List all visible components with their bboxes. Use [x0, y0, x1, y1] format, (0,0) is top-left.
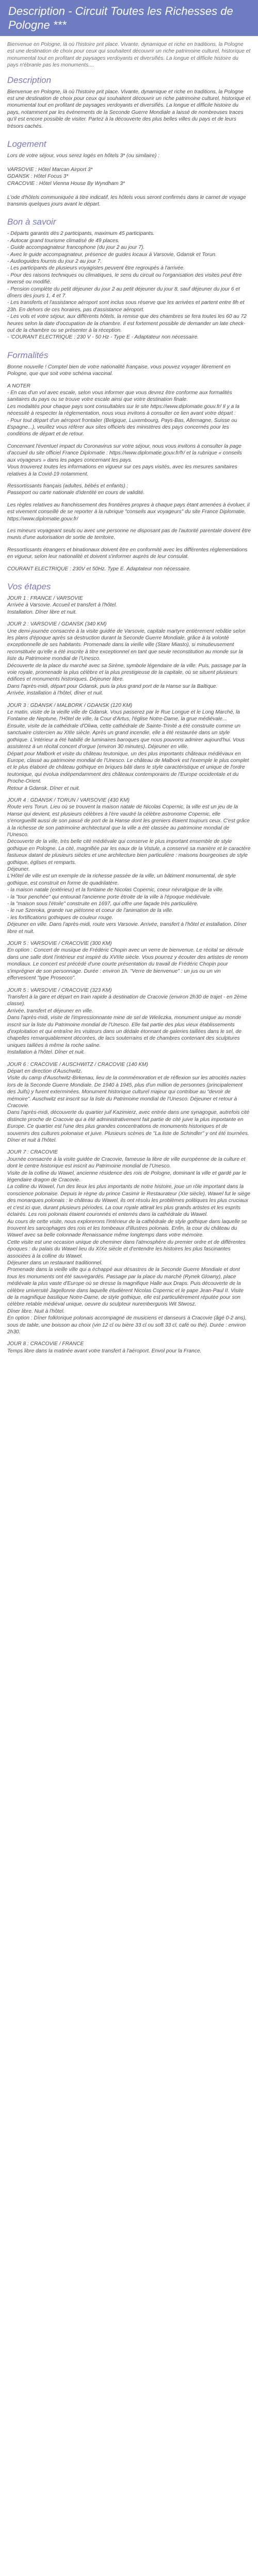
- formalites-p7: Ressortissants étrangers et binationaux doivent être en conformité avec les différentes réglementations en vigueur, selon leur nationalité et doivent s'informer auprès de leur consulat.: [7, 547, 248, 560]
- intro-text: Bienvenue en Pologne, là où l'histoire prit place. Vivante, dynamique et riche en traditions, la Pologne est une destination de choix pour ceux qui souhaitent découvrir un riche patrimoine culturel, historique et monumental tout en profitant de paysages verdoyants et diversifiés. La longue et difficile histoire du pays n'ébranle pas les monuments....: [7, 42, 251, 69]
- section-title-formalites: Formalités: [7, 350, 49, 360]
- etape-jour-3: JOUR 3 : GDANSK / MALBORK / GDANSK (120 KM) Le matin, visite de la vieille ville de Gdansk. Vous passerez par le Rue Longue et le Long Marché, la Fontaine de Neptune, l'Hôtel de ville, la Cour d'Artus, l'église Notre-Dame, la grue médiévale... Ensuite, visite de la cathédrale d'Oliwa, cette cathédrale de Sainte-Trinité a été construite comme un sanctuaire cistercien au XIIIe siècle. Après un grand incendie, elle a été restaurée dans un style gothique. L'intérieur a été habillé de luminaires baroques que nous pouvons admirer aujourd'hui. Vous assisterez à un récital concert d'orgue (environ 30 minutes). Déjeuner en ville. Départ pour Malbork et visite du château teutonique, un des plus importants châteaux médiévaux en Europe, classé au patrimoine mondial de l'Unesco. Le château de Malbork est l'exemple le plus complet et le plus élaboré de château gothique en briques bâti dans le style caractéristique et unique de l'ordre teutonique, qui évolua indépendamment des châteaux contemporains de l'Europe occidentale et du Proche-Orient. Retour à Gdansk. Dîner et nuit.: [7, 702, 249, 791]
- etape-jour-6: JOUR 6 : CRACOVIE / AUSCHWITZ / CRACOVIE (140 KM) Départ en direction d'Auschwitz. Visite du camp d'Auschwitz-Birkenau, lieu de la commémoration et de réflexion sur les atrocités nazies lors de la Seconde Guerre Mondiale. De 1940 à 1945, plus d'un million de personnes (principalement des Juifs) y furent exterminées. Monument historique culturel majeur qui contribue au "devoir de mémoire". Auschwitz est inscrit sur la liste du Patrimoine mondial de l'Unesco. Déjeuner et retour à Cracovie. Dans l'après-midi, découverte du quartier juif Kazimierz, avec entrée dans une synagogue, autrefois cité distincte proche de Cracovie qui a été administrativement fait partie de cité juive la plus importante en Europe. Ce quartier est l'une des plus grandes concentrations de monuments historiques et de souvenirs des cultures polonaise et juive. Plusieurs scènes de "La liste de Schindler" y ont été tournées. Dîner et nuit à l'hôtel.: [7, 1061, 250, 1144]
- section-title-bon-a-savoir: Bon à savoir: [7, 217, 56, 227]
- logement-text: Lors de votre séjour, vous serez logés en hôtels 3* (ou similaire) : VARSOVIE : Hôtel Marcan Airport 3* GDANSK : Hôtel Focus 3* CRACOVIE : Hôtel Vienna House By Wyndham 3* L'ode d'hôtels communiquée à titre indicatif, les hôtels vous seront confirmés dans le carnet de voyage transmis quelques jours avant le départ.: [7, 153, 246, 207]
- formalites-p3: Concernant l'éventuel impact du Coronavirus sur votre séjour, nous vous invitons à consulter la page d'accueil du site officiel France Diplomatie : https://www.diplomatie.gouv.fr/fr/ et la rubrique « conseils aux voyageurs » dans les pages concernant les pays. Vous trouverez toutes les informations en vigueur sur ces pays visités, avec les mesures sanitaires relatives à la Covid-19 notamment.: [7, 443, 242, 477]
- etape-jour-1: JOUR 1 : FRANCE / VARSOVIE Arrivée à Varsovie. Accueil et transfert à l'hôtel. Installation. Dîner libre et nuit.: [7, 595, 117, 615]
- etape-jour-4: JOUR 4 : GDANSK / TORUN / VARSOVIE (430 KM) Route vers Torun. Lieu où se trouvent la maison natale de Nicolas Copernic, la ville est un jeu de la Hanse qui devient, est plusieurs célèbres à l'ère vaudré la célèbre astronome Copernic, elle s'enorgueillit aussi de son passé de port de la Hanse dont les greniers étaient toujours ceux. C'est grâce à la richesse de son patrimoine architectural que la ville a été classée au patrimoine mondial de l'Unesco. Découverte de la ville, très belle cité médiévale qui conserve le plus important ensemble de style gothique en Pologne. La cité, magnifiée par les eaux de la Vistule, a conservé sa manière et le caractère fastueux datant de plusieurs siècles et une architecture bien particulière : maisons bourgeoises de style gothique, églises et remparts. Déjeuner. L'Hôtel de ville est un exemple de la richesse passée de la ville, un bâtiment monumental, de style gothique, est construit en forme de quadrilatère. - la maison natale (extérieur) et la fontaine de Nicolas Copernic, coeur névralgique de la ville. - la "tour penchée" qui entourait l'ancienne porte étroite de la ville à l'époque médiévale. - la "maison sous l'étoile" construite en 1697, qui offre une façade très particulière. - le rue Szeroka, grande rue piétonne et coeur de l'animation de la ville. - les fortifications gothiques de couleur rouge. Déjeuner en ville. Dans l'après-midi, route vers Varsovie. Arrivée, transfert à l'hôtel et installation. Dîner libre et nuit.: [7, 797, 251, 935]
- etape-jour-2: JOUR 2 : VARSOVIE / GDANSK (340 KM) Une demi-journée consacrée à la visite guidée de Varsovie, capitale martyre entièrement rebâtie selon les plans d'époque après sa destruction durant la Seconde Guerre Mondiale, grâce à la volonté exceptionnelle de ses habitants. Promenade dans la vieille ville (Stare Miasto), si minutieusement reconstituée qu'elle a été inscrite à titre exceptionnel en tant que seule reconstitution au monde sur la liste du Patrimoine mondial de l'Unesco. Découverte de la place du marché avec sa Sirène, symbole légendaire de la ville. Puis, passage par la voie royale, promenade la plus célèbre et la plus prestigieuse de la capitale, où se situent plusieurs édifices et monuments historiques. Déjeuner libre. Dans l'après-midi, départ pour Gdansk, puis la plus grand port de la Hanse sur la Baltique. Arrivée, installation à l'hôtel, dîner et nuit.: [7, 621, 246, 697]
- formalites-p1: Bonne nouvelle ! Comptel bien de votre nationalité française, vous pouvez voyager librement en Pologne, que que soit votre schéma vaccinal.: [7, 364, 231, 377]
- etape-jour-5-option: JOUR 5 : VARSOVIE / CRACOVIE (300 KM) En option : Concert de musique de Frédéric Chopin avec un verre de bienvenue. Le récital se déroule dans une salle dont l'intérieur est inspiré du XVIIIe siècle. Vous pourrez y écouter des artistes de renom mondiaux. Le concert est précédé d'une courte présentation du travail de Frédéric Chopin pour s'imprégner de son personnage. Durée : environ 1h. "Verre de bienvenue" : un jus ou un vin effervescent "type Prosecco".: [7, 941, 248, 981]
- formalites-p5: Les règles relatives au franchissement des frontières propres à chaque pays étant amenées à évoluer, il est vivement conseillé de se reporter à la rubrique "conseils aux voyageurs" du site France Diplomatie, https://www.diplomatie.gouv.fr/: [7, 502, 250, 522]
- etape-jour-7: JOUR 7 : CRACOVIE Journée consacrée à la visite guidée de Cracovie, fameuse la libre de ville européenne de la culture et dont le centre historique est inscrit au Patrimoine mondial de l'Unesco. Visite de la colline du Wawel, ancienne résidence des rois de Pologne, dominant la ville et gardé par le légendaire dragon de Cracovie. La colline du Wawel, l'un des lieux les plus importants de notre histoire, joue un rôle important dans la conscience polonaise. Depuis le règne du prince Casimir le Restaurateur (XIe siècle), Wawel fut le siège des monarques polonais : le château du Wawel, ils ont résolu les problèmes politiques les plus cruciaux et c'est ici que, durant plusieurs périodes, La cour royale attirait les plus grands artistes et les esprits éclairés. Les rois polonais étaient couronnés et enterrés dans la cathédrale du Wawel. Au cours de cette visite, nous explorerons l'intérieur de la cathédrale de style gothique dans laquelle se trouvent les sarcophages des rois et les tombeaux d'illustres polonais. Enfin, la cour du château du Wawel avec sa belle colonnade Renaissance même longtemps dans votre mémoire. Cette visite est une occasion unique de cheminer dans l'atmosphère du premier ordre et de différentes époques : du palais du Wawel lieu du XIXe siècle et d'entendre les histoires les plus fascinantes associées à la colline du Wawel. Déjeuner dans un restaurant traditionnel. Promenade dans la vieille ville qui a échappé aux désastres de la Seconde Guerre Mondiale et dont tous les monuments ont été sauvegardés. Passage par la place du marché (Rynek Glowny), place médiévale la plus vaste d'Europe où se dresse la magnifique Halle aux Draps. Puis découverte de la célèbre université Jagellonne dans laquelle étudièrent Nicolas Copernic et le pape Jean-Paul II. Visite de la magnifique basilique Notre-Dame, de style gothique, elle est particulièrement réputée pour son célèbre retable médiéval unique, oeuvre du sculpteur nuremberguois Wit Stwosz. Dîner libre. Nuit à l'hôtel. En option : Dîner folklorique polonais accompagné de musiciens et danseurs à Cracovie (âgé 0-2 ans), sous de table, une boisson au choix (vin 12 cl ou bière 33 cl ou soft 33 cl, café ou thé). Durée : environ 2h30.: [7, 1149, 250, 1335]
- etape-jour-8: JOUR 8 : CRACOVIE / FRANCE Temps libre dans la matinée avant votre transfert à l'aéroport. Envol pour la France.: [7, 1341, 202, 1354]
- main-content: [0, 36, 258, 1354]
- page-header: [0, 0, 258, 36]
- formalites-p8: COURANT ELECTRIQUE : 230V et 50Hz. Type E. Adaptateur non nécessaire.: [7, 566, 191, 572]
- bon-a-savoir-text: - Départs garantis dès 2 participants, maximum 45 participants. - Autocar grand tourisme climatisé de 49 places. - Guide accompagnateur francophone (du jour 2 au jour 7). - Avec le guide accompagnateur, présence de guides locaux à Varsovie, Gdansk et Torun. - Audioguides fournis du jour 2 au jour 7. - Les participants de plusieurs voyagistes peuvent être regroupés à l'arrivée. - Pour des raisons techniques ou climatiques, le sens du circuit ou l'organisation des visites peut être inversé ou modifié. - Pension complète du petit déjeuner du jour 2 au petit déjeuner du jour 8, sauf déjeuner du jour 6 et dîners des jours 1, 4 et 7. - Les transferts et l'assistance aéroport sont inclus sous réserve que les arrivées et partent entre 8h et 23h. En dehors de ces horaires, pas d'assistance aéroport. - Les vols et votre séjour, aux différents hôtels, la remise que des chambres se fera toutes les 60 au 72 heures selon la date d'occupation de la chambre. Il est fortement possible de demander un late check-out de la chambre ou se présenter à la réception. - 'COURANT ELECTRIQUE : 230 V - 50 Hz - Type E - Adaptateur non nécessaire.: [7, 231, 247, 341]
- etape-jour-5: JOUR 5 : VARSOVIE / CRACOVIE (323 KM) Transfert à la gare et départ en train rapide à destination de Cracovie (environ 2h30 de trajet - en 2ème classe). Arrivée, transfert et déjeuner en ville. Dans l'après-midi, visite de l'impressionnante mine de sel de Wieliczka, monument unique au monde inscrit sur la liste du Patrimoine mondial de l'Unesco. Elle fait partie des plus vieux établissements d'exploitation et qui entraîne les visiteurs dans un dédale étonnant de galeries taillées dans le sel, de chapelles remarquablement décorées, de lacs souterrains et de chambres contenant des sculptures uniques taillées à même la roche saline. Installation à l'hôtel. Dîner et nuit.: [7, 987, 247, 1056]
- section-title-description: Description: [7, 75, 52, 85]
- formalites-p2: A NOTER - En cas d'un vol avec escale, selon vous informer que vous devrez être conforme aux formalités sanitaires du pays ou se trouve votre escale ainsi que votre destination finale. Les modalités pour chaque pays sont consultables sur le site https://www.diplomatie.gouv.fr/ Il y a la nécessité à respecter la réglementation, nous vous invitons à consulter ce lien avant votre départ : - Pour tout départ d'un aéroport frontalier (Belgique, Luxembourg, Pays-Bas, Allemagne, Suisse ou Espagne...), veuillez vous référer aux sites officiels des ministères des pays concernés pour les conditions de départ et de retour.: [7, 383, 239, 437]
- description-text: Bienvenue en Pologne, là où l'histoire prit place. Vivante, dynamique et riche en traditions, la Pologne est une destination de choix pour ceux qui souhaitent découvrir un riche patrimoine culturel, historique et monumental tout en profitant de paysages verdoyants et diversifiés. La longue et difficile histoire du pays, notamment par les événements de la Seconde Guerre Mondiale a laissé de nombreuses traces qu'il est encore possible de visiter. Partez à la découverte des plus belles villes du pays et de leurs trésors cachés.: [7, 89, 251, 129]
- formalites-p4: Ressortissants français (adultes, bébés et enfants) : Passeport ou carte nationale d'identité en cours de validité.: [7, 483, 145, 496]
- page-title: Description - Circuit Toutes les Richesses de Pologne ***: [8, 5, 233, 31]
- section-title-etapes: Vos étapes: [7, 581, 51, 591]
- section-title-logement: Logement: [7, 139, 46, 149]
- formalites-p6: Les mineurs voyageant seuls ou avec une personne ne disposant pas de l'autorité parentale doivent être munis d'une autorisation de sortie de territoire.: [7, 528, 251, 541]
